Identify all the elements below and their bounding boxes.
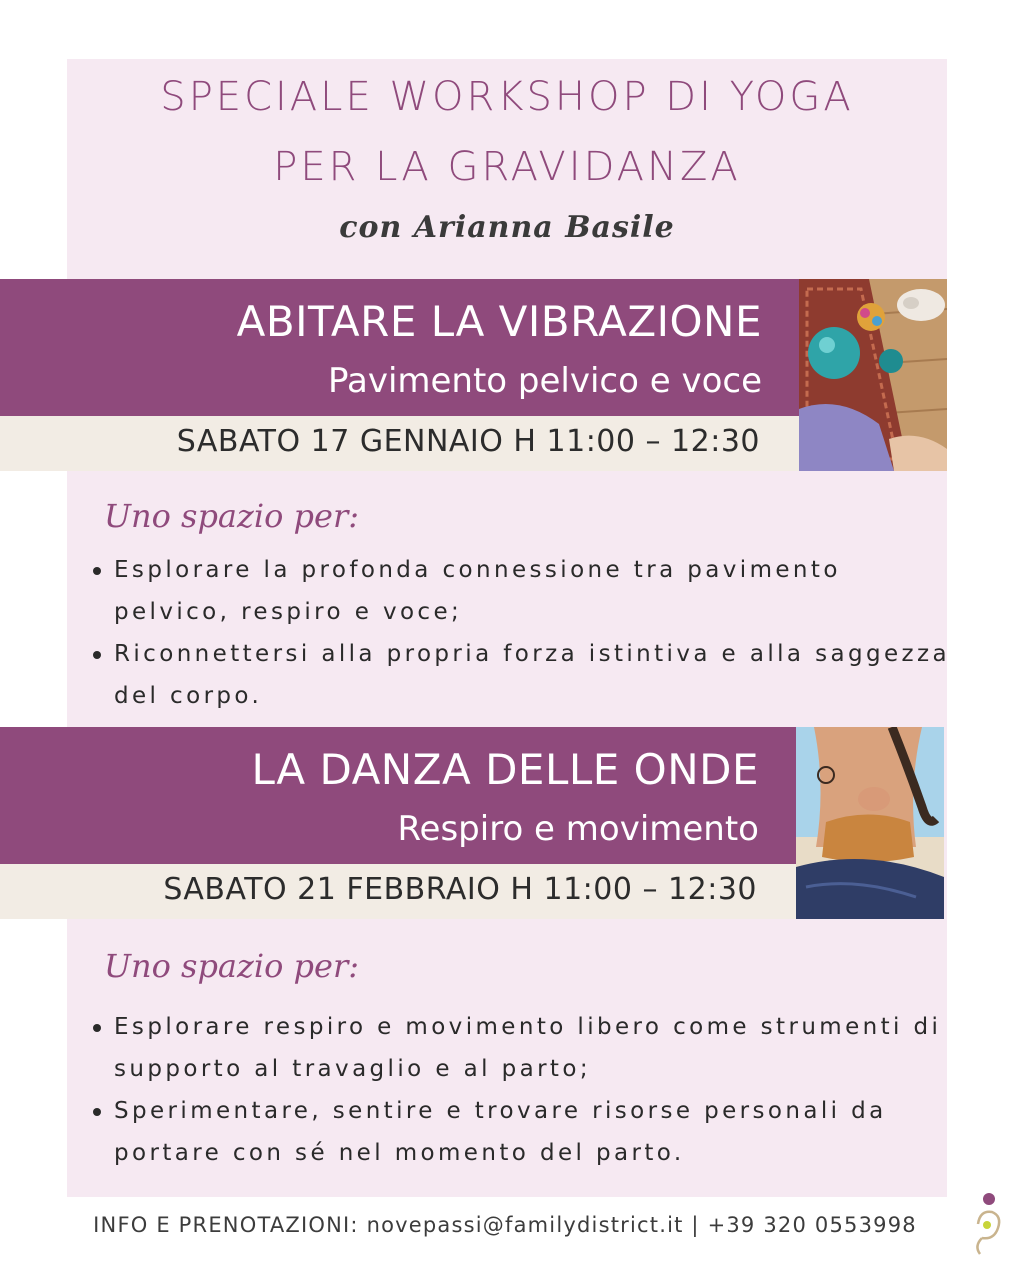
event1-title: ABITARE LA VIBRAZIONE [236,297,762,346]
event1-intro: Uno spazio per: [104,497,360,535]
event2-photo [796,727,944,919]
event1-photo [799,279,947,471]
contact-info: INFO E PRENOTAZIONI: novepassi@familydistrict.it | +39 320 0553998 [93,1213,917,1237]
event1-date: SABATO 17 GENNAIO H 11:00 – 12:30 [176,424,760,459]
event2-subtitle: Respiro e movimento [397,809,759,849]
page-title-line2: PER LA GRAVIDANZA [273,144,741,190]
page-title-line1: SPECIALE WORKSHOP DI YOGA [160,74,854,120]
event2-title: LA DANZA DELLE ONDE [251,745,759,794]
instructor-byline: con Arianna Basile [339,210,675,245]
event2-date-band [0,864,797,919]
event1-subtitle: Pavimento pelvico e voce [328,361,762,401]
list-item: Esplorare la profonda connessione tra pavimento pelvico, respiro e voce; [90,549,950,633]
event2-bullet-list [90,1006,950,1174]
list-item: Esplorare respiro e movimento libero come strumenti di supporto al travaglio e al parto; [90,1006,950,1090]
event1-title-band [0,279,800,416]
novepassi-logo-icon [968,1190,1008,1260]
list-item: Riconnettersi alla propria forza istintiva e alla saggezza del corpo. [90,633,950,717]
event2-title-band [0,727,797,864]
list-item: Sperimentare, sentire e trovare risorse personali da portare con sé nel momento del parto. [90,1090,950,1174]
event1-bullet-list [90,549,950,717]
event2-date: SABATO 21 FEBBRAIO H 11:00 – 12:30 [163,872,757,907]
event2-intro: Uno spazio per: [104,947,360,985]
event1-date-band [0,416,800,471]
